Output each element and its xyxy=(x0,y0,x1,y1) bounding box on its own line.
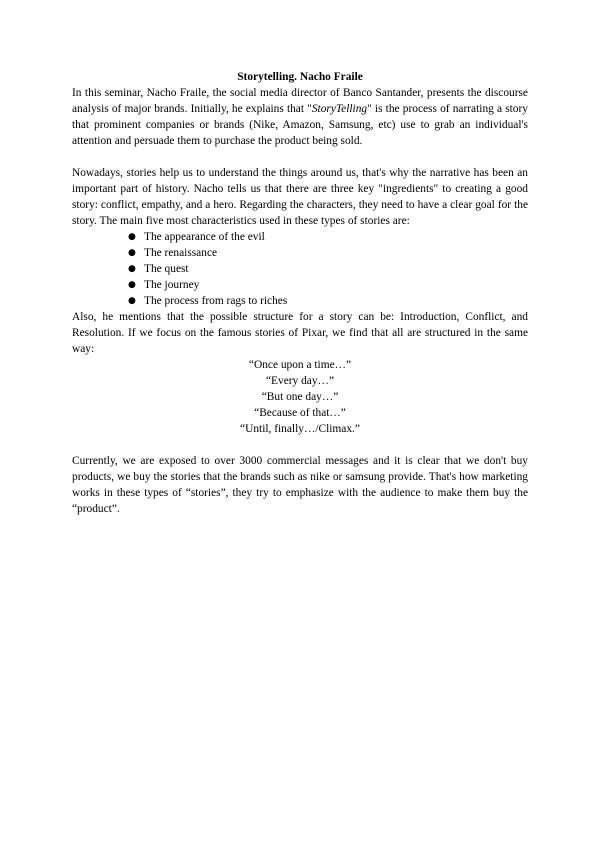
paragraph-spacer xyxy=(72,149,528,165)
storytelling-term: StoryTelling xyxy=(311,103,368,115)
quote-line: “Every day…” xyxy=(266,375,334,387)
quote-line: “But one day…” xyxy=(261,391,339,403)
quote-line: “Once upon a time…” xyxy=(248,359,352,371)
paragraph-conclusion: Currently, we are exposed to over 3000 commercial messages and it is clear that we don't buy products, we buy the stories that the brands such as nike or samsung provide. That's how marketing works in these types of “stories”, they try to emphasize with the audience to make them buy the “product”. xyxy=(72,455,528,515)
paragraph-intro-text-start: In this seminar, Nacho Fraile, the social media director of Banco Santander, presents the discourse analysis of major brands. Initially, he explains that " xyxy=(72,87,528,115)
quote-line: “Because of that…” xyxy=(254,407,346,419)
document-title: Storytelling. Nacho Fraile xyxy=(237,71,363,83)
paragraph-intro-text-end: " is the process of narrating a story that prominent companies or brands (Nike, Amazon, Samsung, etc) use to grab an individual's attention and persuade them to purchase the product being sold. xyxy=(72,103,528,147)
paragraph-narrative: Nowadays, stories help us to understand the things around us, that's why the narrative has been an important part of history. Nacho tells us that there are three key "ingredients" to creating a good story: conflict, empathy, and a hero. Regarding the characters, they need to have a clear goal for the story. The main five most characteristics used in these types of stories are: xyxy=(72,167,528,227)
list-item: ● The process from rags to riches xyxy=(128,293,528,309)
paragraph-intro xyxy=(72,85,528,149)
list-item: ● The appearance of the evil xyxy=(128,229,528,245)
document-page xyxy=(72,69,528,517)
pixar-quotes xyxy=(72,357,528,437)
paragraph-structure: Also, he mentions that the possible structure for a story can be: Introduction, Conflict, and Resolution. If we focus on the famous stories of Pixar, we find that all are structured in the same way: xyxy=(72,311,528,355)
paragraph-spacer xyxy=(72,437,528,453)
list-item: ● The quest xyxy=(128,261,528,277)
list-item: ● The journey xyxy=(128,277,528,293)
characteristics-list xyxy=(72,229,528,309)
quote-line: “Until, finally…/Climax.” xyxy=(240,423,360,435)
list-item: ● The renaissance xyxy=(128,245,528,261)
